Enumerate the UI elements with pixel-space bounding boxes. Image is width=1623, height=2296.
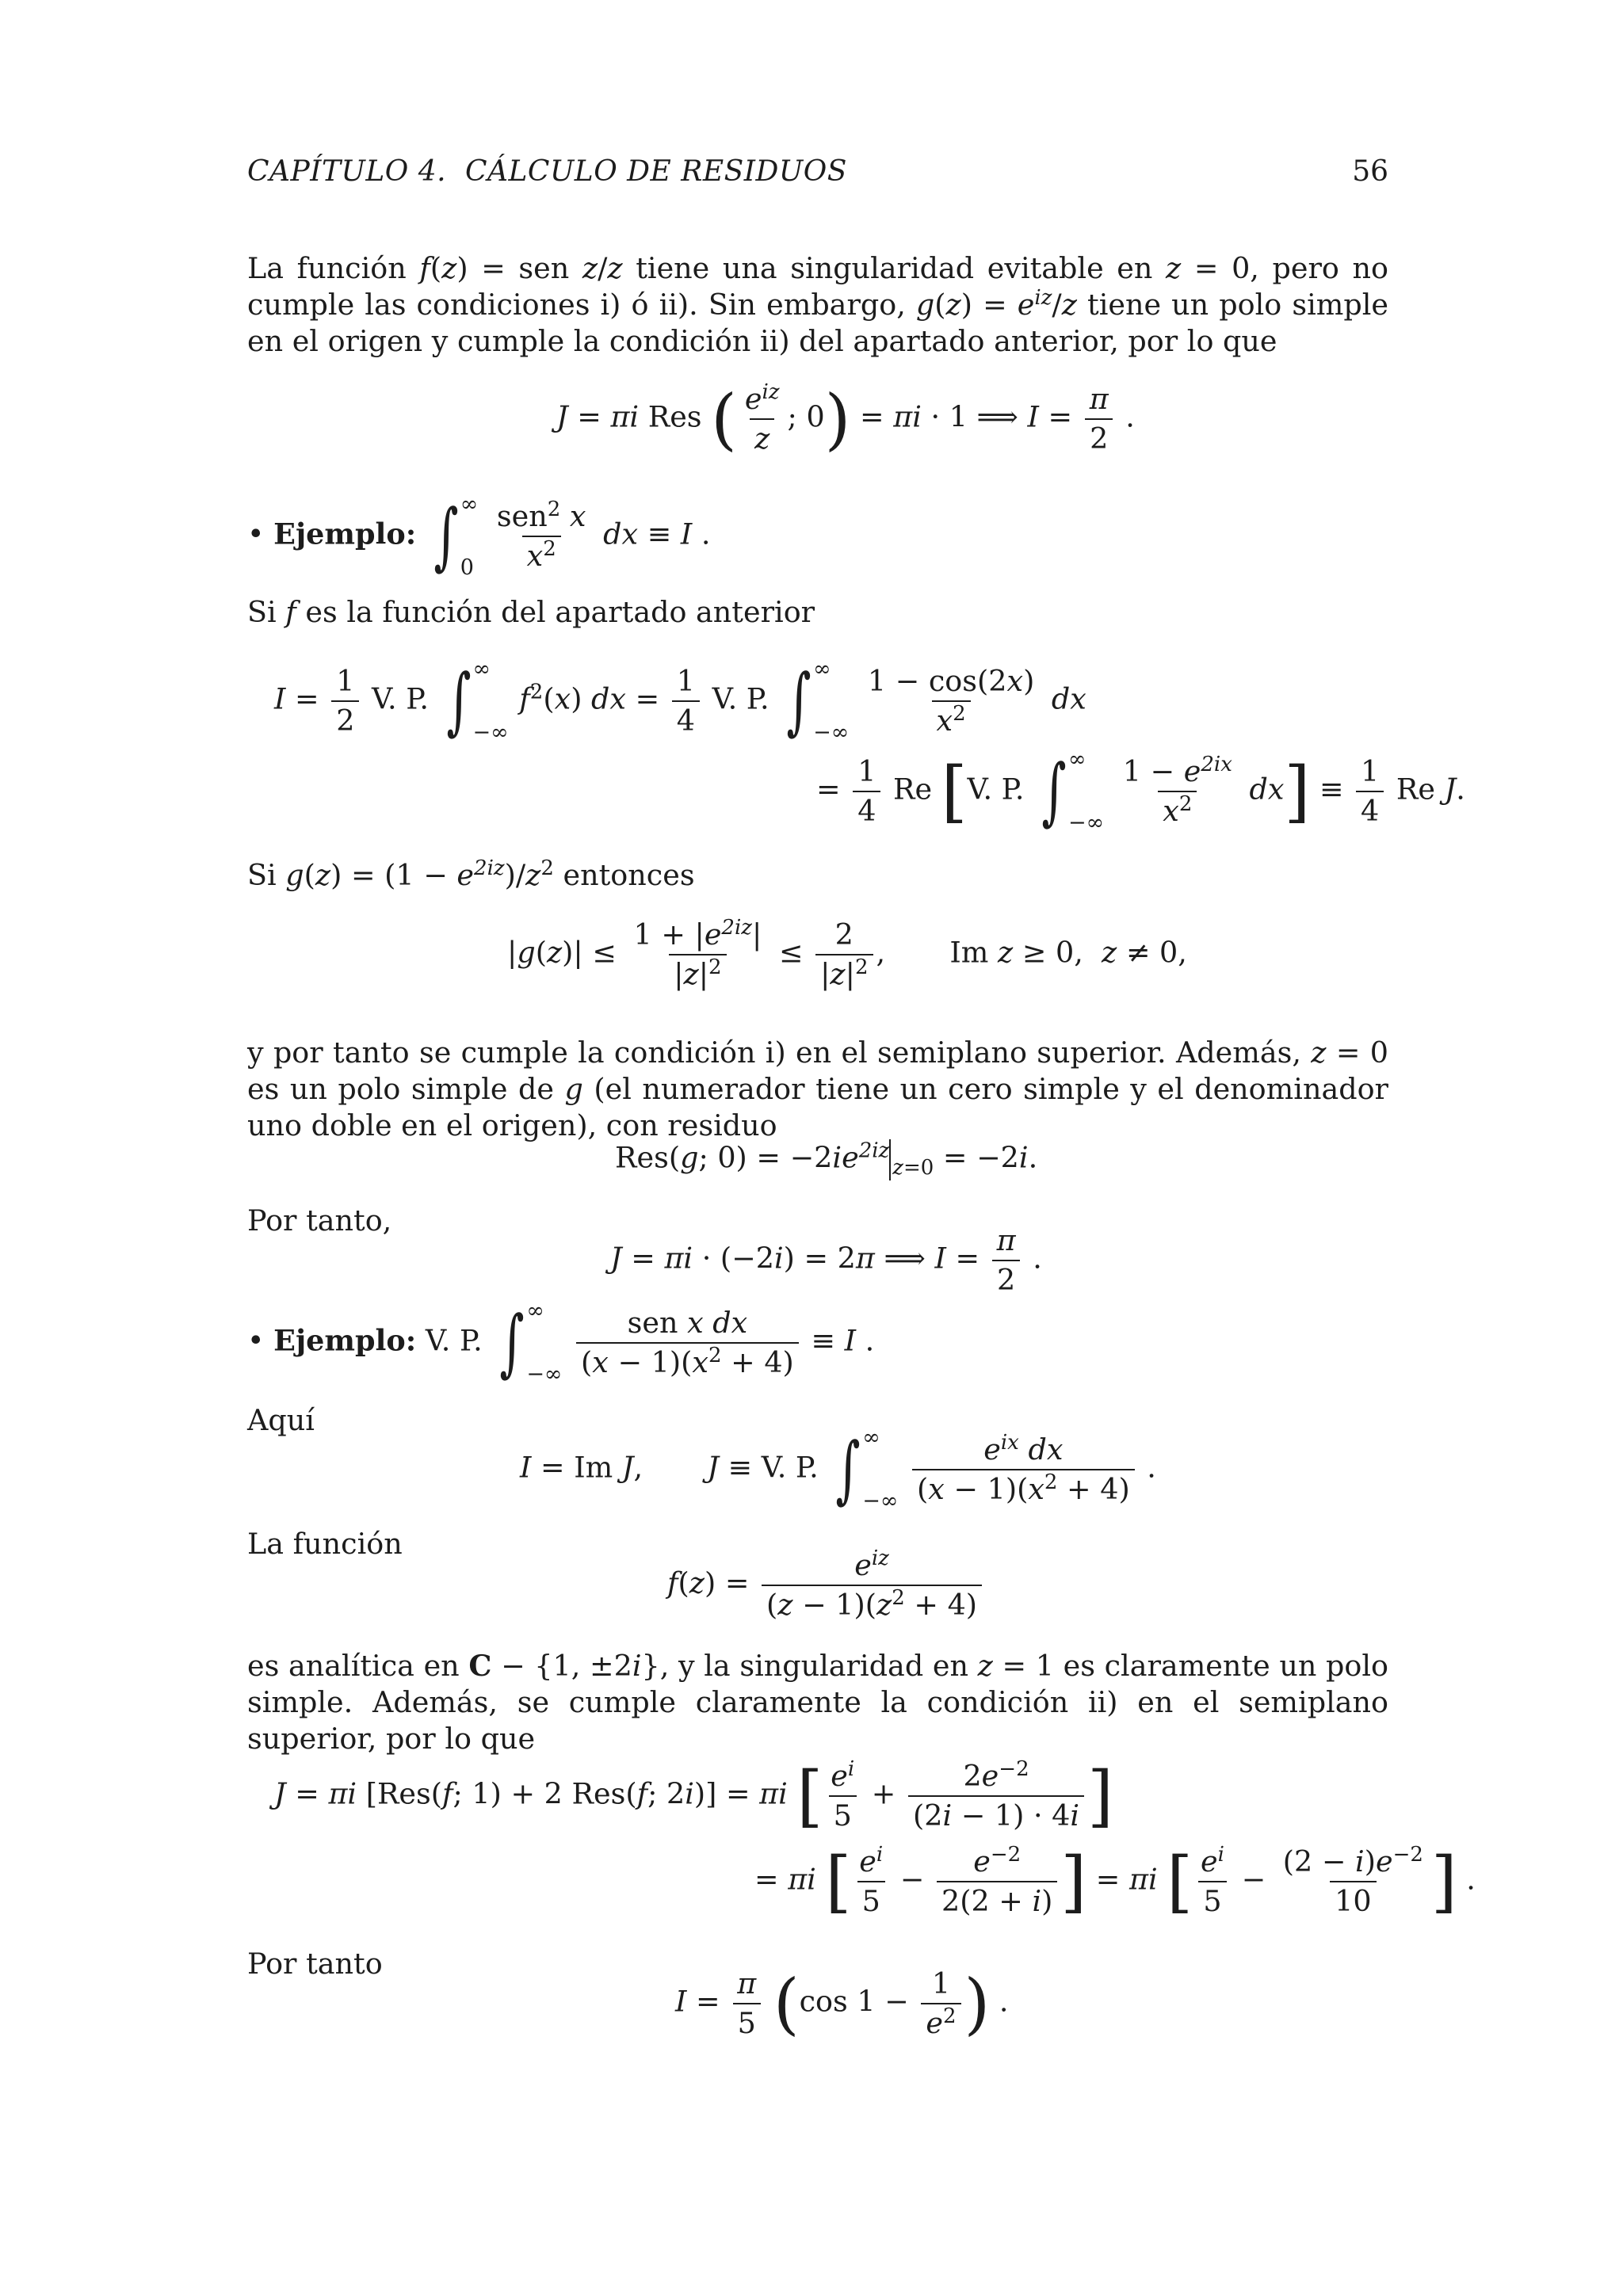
equation-2-line-1: I = $\frac{1}{2}$ V. P. ∫ ∞ −∞ $f^2(x)$ dx = $\frac{1}{4}$ V. P. ∫ ∞ −∞ $\frac{1 - \cos(2x)}{x^2}$ dx <box>274 657 1086 745</box>
example-1: • Ejemplo: ∫ ∞ 0 sen$^2$ x $x^2$ dx ≡ I . <box>247 492 711 580</box>
equation-8-line-1: J = πi [Res(f; 1) + 2 Res(f; 2i)] = πi [ $\frac{e^i}{5}$ + $\frac{2e^{-2}}{(2i - 1) \cdot 4i}$ ] <box>274 1756 1113 1835</box>
paragraph-9: Por tanto <box>247 1947 383 1981</box>
paragraph-3: Si $g(z) = (1 - e^{2iz})/z^2$ entonces <box>247 856 695 892</box>
equation-6: I = Im J, J ≡ V. P. ∫ ∞ −∞ $e^{ix}$ dx $(x - 1)(x^2 + 4)$ . <box>520 1425 1156 1513</box>
equation-8-line-2: = πi [ $\frac{e^i}{5}$ − $\frac{e^{-2}}{2(2 + i)}$ ] = πi [ $\frac{e^i}{5}$ − $\frac{(2 - i)e^{-2}}{10}$ ] . <box>754 1842 1476 1920</box>
example-2-label: Ejemplo: <box>273 1323 417 1358</box>
equation-2-line-2: = $\frac{1}{4}$ Re [V. P. ∫ ∞ −∞ $\frac{1 - e^{2ix}}{x^2}$ dx] ≡ $\frac{1}{4}$ Re J. <box>816 747 1465 835</box>
paragraph-1: La función f(z) = sen z/z tiene una singularidad evitable en z = 0, pero no cumple las condiciones i) ó ii). Sin embargo, $g(z) = e^{iz}/z$ tiene un polo simple en el origen y cumple la condición ii) del apartado anterior, por lo que <box>247 251 1388 358</box>
equation-4: Res(g; $0) = -2ie^{2iz}_{z=0} = -2i$. <box>615 1138 1038 1180</box>
chapter-title: CÁLCULO DE RESIDUOS <box>464 155 847 188</box>
paragraph-2: Si f es la función del apartado anterior <box>247 595 815 629</box>
running-header <box>247 155 847 188</box>
example-2: • Ejemplo: V. P. ∫ ∞ −∞ sen x dx $(x - 1)(x^2 + 4)$ ≡ I . <box>247 1299 875 1386</box>
equation-9: I = $\frac{\pi}{5}$ (cos 1 − $\frac{1}{e^2}$ ) . <box>675 1965 1009 2042</box>
equation-5: J = πi · (−2i) = 2π ⟹ I = $\frac{\pi}{2}$ . <box>610 1223 1042 1297</box>
chapter-number: CAPÍTULO 4. <box>247 155 447 188</box>
equation-3: |g(z)| ≤ $\frac{1 + |e^{2iz}|}{|z|^2}$ ≤ $\frac{2}{|z|^2}$ , Im z ≥ 0, z ≠ 0, <box>507 915 1187 991</box>
paragraph-6: Aquí <box>247 1403 315 1437</box>
equation-1: J = πi Res ( $e^{iz}$ z ; 0) = πi · 1 ⟹ I = $\frac{\pi}{2}$ . <box>556 379 1135 458</box>
paragraph-5: Por tanto, <box>247 1203 392 1238</box>
page-number: 56 <box>1352 155 1388 188</box>
example-1-label: Ejemplo: <box>273 517 417 551</box>
paragraph-4: y por tanto se cumple la condición i) en el semiplano superior. Además, z = 0 es un polo simple de g (el numerador tiene un cero simple y el denominador uno doble en el origen), con residuo <box>247 1035 1389 1142</box>
paragraph-8: es analítica en C − {1, ±2i}, y la singularidad en z = 1 es claramente un polo simple. Además, se cumple claramente la condición ii) en el semiplano superior, por lo que <box>247 1649 1388 1756</box>
paragraph-7: La función <box>247 1527 403 1561</box>
equation-7: f(z) = $e^{iz}$ $(z - 1)(z^2 + 4)$ <box>667 1550 985 1621</box>
